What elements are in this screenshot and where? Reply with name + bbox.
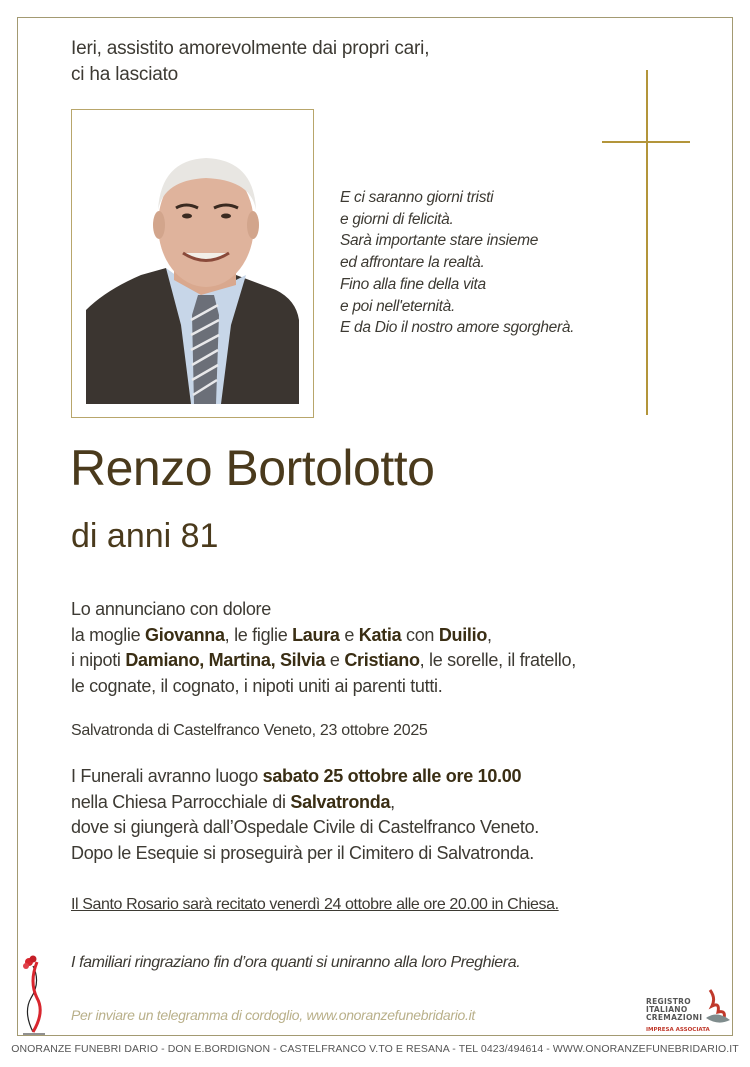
telegram-link[interactable]: Per inviare un telegramma di cordoglio, www.onoranzefunebridario.it: [71, 1007, 476, 1023]
funeral-line-1: [71, 764, 539, 790]
portrait-image-icon: [86, 150, 299, 404]
text: CREMAZIONI: [646, 1013, 703, 1022]
deceased-name: Renzo Bortolotto: [70, 440, 435, 496]
text: con: [401, 624, 439, 645]
family-name-bold: Duilio: [438, 624, 488, 645]
announce-line-1: Lo annunciano con dolore: [71, 599, 271, 619]
text: e: [339, 624, 359, 645]
cross-icon-vertical: [646, 70, 648, 415]
text: nella Chiesa Parrocchiale di: [71, 791, 291, 812]
flower-logo-icon: [19, 952, 49, 1036]
text: REGISTRO: [646, 997, 691, 1006]
text: ITALIANO: [646, 1005, 688, 1014]
text: i nipoti: [71, 650, 126, 670]
poem-line: E da Dio il nostro amore sgorgherà.: [340, 319, 575, 337]
poem-line: e giorni di felicità.: [340, 210, 454, 228]
announce-line-3: [71, 648, 576, 674]
family-name-bold: Katia: [358, 624, 402, 645]
registry-logo-text: [646, 998, 702, 1022]
intro-line-2: ci ha lasciato: [71, 64, 179, 85]
poem-line: e poi nell'eternità.: [340, 297, 456, 315]
funeral-line-3: dove si giungerà dall’Ospedale Civile di Castelfranco Veneto.: [71, 817, 539, 837]
funeral-line-4: Dopo le Esequie si proseguirà per il Cimitero di Salvatronda.: [71, 842, 534, 863]
funeral-datetime-bold: sabato 25 ottobre alle ore 10.00: [262, 766, 522, 786]
family-name-bold: Laura: [292, 624, 340, 645]
text: e: [325, 650, 345, 670]
intro-line-1: Ieri, assistito amorevolmente dai propri cari,: [71, 38, 430, 59]
footer-contact: ONORANZE FUNEBRI DARIO - DON E.BORDIGNON - CASTELFRANCO V.TO E RESANA - TEL 0423/494614 - WWW.ONORANZEFUNEBRIDARIO.IT: [11, 1043, 739, 1055]
text: I Funerali avranno luogo: [71, 766, 263, 786]
text: ,: [390, 791, 395, 812]
family-name-bold: Giovanna: [145, 624, 225, 645]
poem-line: Sarà importante stare insieme: [340, 232, 539, 250]
text: ,: [487, 624, 492, 645]
registry-logo-subtitle: IMPRESA ASSOCIATA: [646, 1027, 710, 1033]
funeral-info: [71, 764, 539, 866]
announce-line-4: le cognate, il cognato, i nipoti uniti ai parenti tutti.: [71, 675, 443, 696]
thanks-note: I familiari ringraziano fin d’ora quanti si uniranno alla loro Preghiera.: [71, 954, 521, 971]
place-date: Salvatronda di Castelfranco Veneto, 23 ottobre 2025: [71, 722, 428, 739]
text: , le sorelle, il fratello,: [419, 650, 576, 670]
text: , le figlie: [224, 624, 293, 645]
poem-line: ed affrontare la realtà.: [340, 254, 485, 272]
portrait-frame: [71, 109, 314, 418]
family-name-bold: Damiano, Martina, Silvia: [125, 650, 326, 670]
text: la moglie: [71, 624, 146, 645]
portrait-photo: [86, 150, 299, 404]
deceased-age: di anni 81: [71, 517, 219, 555]
poem-line: Fino alla fine della vita: [340, 275, 486, 293]
rosary-notice: Il Santo Rosario sarà recitato venerdì 24 ottobre alle ore 20.00 in Chiesa.: [71, 896, 559, 913]
announcement: [71, 597, 576, 699]
funeral-line-2: [71, 790, 539, 816]
registro-cremazioni-logo: [646, 988, 736, 1036]
cross-icon-horizontal: [602, 141, 690, 143]
announce-line-2: [71, 623, 576, 649]
family-name-bold: Cristiano: [344, 650, 420, 670]
intro-text: [71, 36, 429, 88]
funeral-place-bold: Salvatronda: [290, 791, 391, 812]
phoenix-icon: [702, 988, 732, 1028]
poem: [340, 187, 574, 339]
poem-line: E ci saranno giorni tristi: [340, 189, 494, 206]
